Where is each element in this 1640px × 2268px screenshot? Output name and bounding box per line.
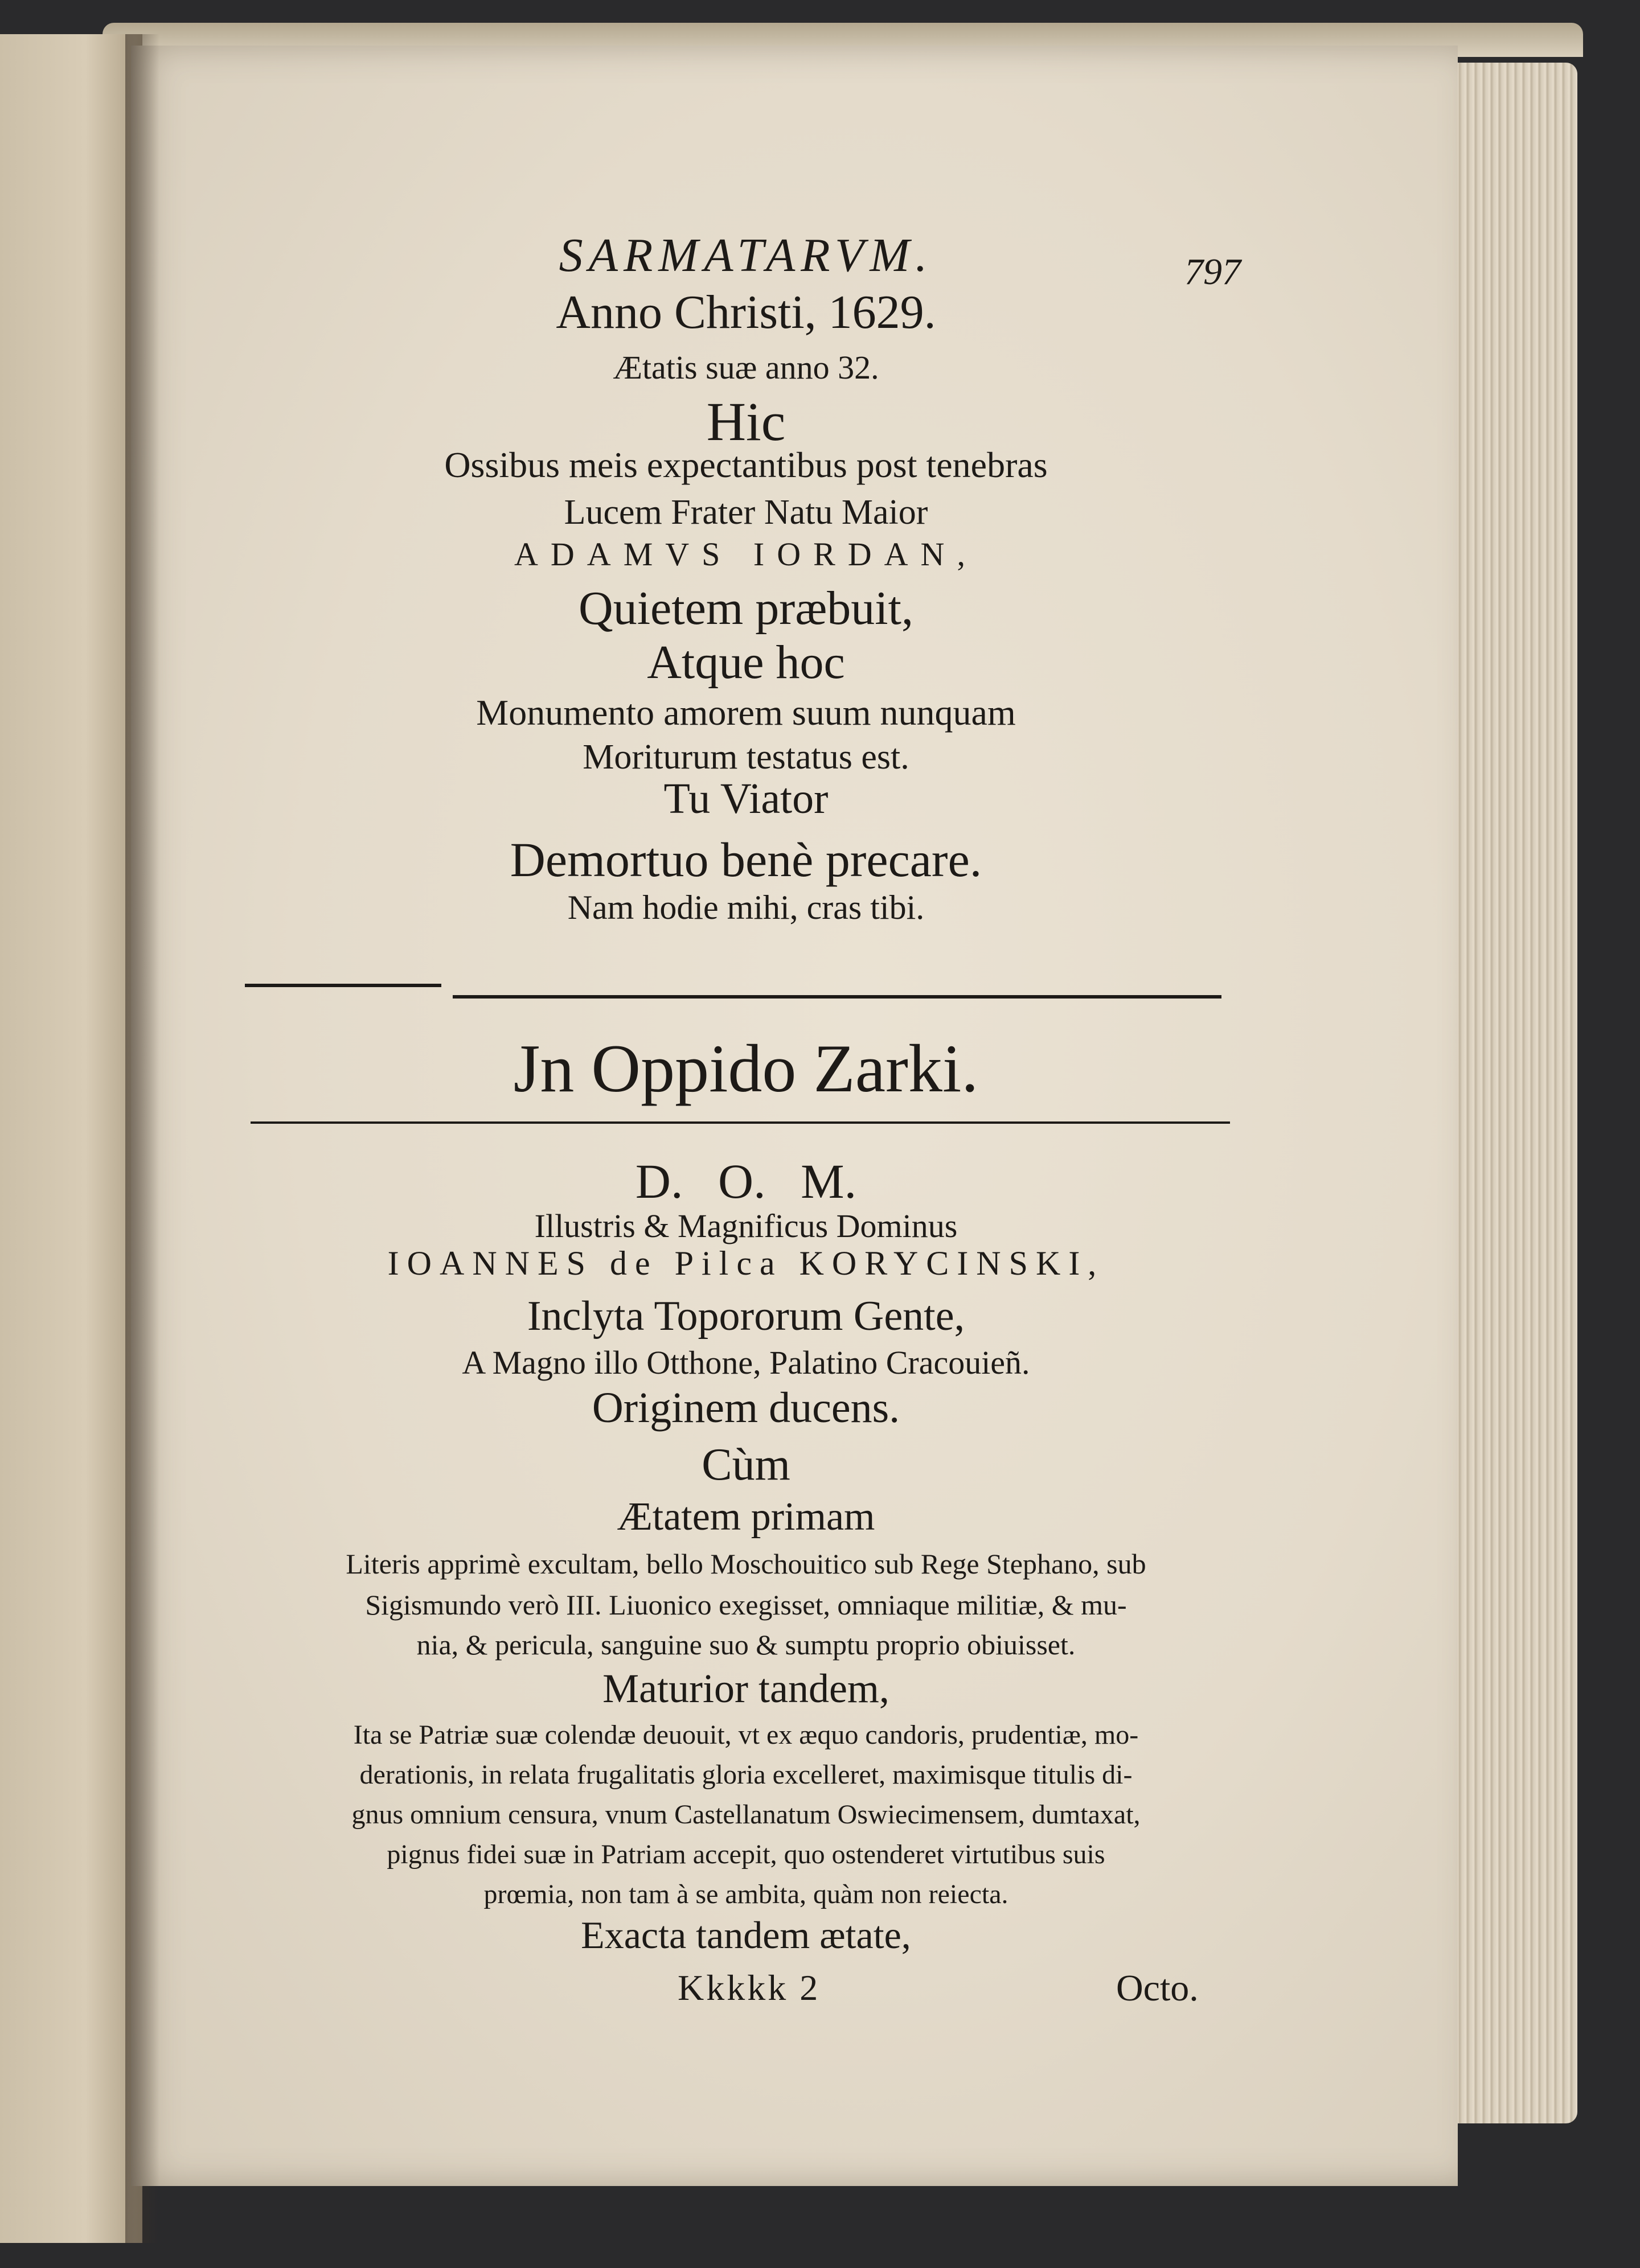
epitaph-2-line: Illustris & Magnificus Dominus — [534, 1207, 958, 1244]
section-rule — [453, 995, 1221, 999]
epitaph-2-line: Ita se Patriæ suæ colendæ deuouit, vt ex æquo candoris, prudentiæ, mo- — [353, 1720, 1139, 1750]
epitaph-1-line: Moriturum testatus est. — [583, 738, 909, 776]
epitaph-1-line: Atque hoc — [647, 636, 845, 689]
epitaph-1-line: Hic — [706, 391, 786, 452]
epitaph-1-line: Tu Viator — [663, 775, 829, 823]
section-rule — [245, 984, 441, 987]
epitaph-1-line: Ossibus meis expectantibus post tenebras — [444, 445, 1048, 485]
epitaph-1-line: Monumento amorem suum nunquam — [476, 692, 1016, 733]
epitaph-2-line: Cùm — [702, 1440, 790, 1490]
epitaph-2-line: A Magno illo Otthone, Palatino Cracouieñ. — [462, 1344, 1030, 1381]
epitaph-2-line: nia, & pericula, sanguine suo & sumptu proprio obiuisset. — [416, 1629, 1076, 1661]
epitaph-2-line: Exacta tandem ætate, — [581, 1913, 911, 1957]
epitaph-1-line: Lucem Frater Natu Maior — [564, 493, 928, 532]
epitaph-1-line: Demortuo benè precare. — [510, 832, 982, 887]
epitaph-2-line: Maturior tandem, — [602, 1666, 889, 1711]
section-rule — [251, 1121, 1230, 1124]
epitaph-2-line: gnus omnium censura, vnum Castellanatum Oswiecimensem, dumtaxat, — [351, 1799, 1141, 1830]
epitaph-1-line: Anno Christi, 1629. — [556, 286, 936, 339]
section-title: Jn Oppido Zarki. — [513, 1030, 979, 1106]
catchword: Octo. — [1116, 1967, 1199, 2009]
epitaph-2-line: IOANNES de Pilca KORYCINSKI, — [387, 1244, 1105, 1282]
signature-mark: Kkkkk 2 — [678, 1967, 821, 2008]
epitaph-2-line: Ætatem primam — [617, 1495, 875, 1539]
epitaph-1-line: Nam hodie mihi, cras tibi. — [567, 889, 925, 926]
epitaph-2-line: Inclyta Topororum Gente, — [527, 1293, 965, 1340]
epitaph-2-line: derationis, in relata frugalitatis gloria excelleret, maximisque titulis di- — [359, 1760, 1133, 1790]
epitaph-2-line: prœmia, non tam à se ambita, quàm non reiecta. — [483, 1879, 1008, 1909]
epitaph-1-line: Ætatis suæ anno 32. — [613, 349, 879, 386]
epitaph-1-line: Quietem præbuit, — [579, 582, 913, 635]
epitaph-2-line: Originem ducens. — [592, 1384, 900, 1432]
page-number: 797 — [1184, 251, 1241, 293]
epitaph-1-line: ADAMVS IORDAN, — [514, 536, 978, 573]
epitaph-2-line: Sigismundo verò III. Liuonico exegisset, omniaque militiæ, & mu- — [365, 1589, 1127, 1621]
epitaph-2-line: D. O. M. — [635, 1154, 857, 1209]
epitaph-2-line: pignus fidei suæ in Patriam accepit, quo ostenderet virtutibus suis — [387, 1839, 1105, 1870]
running-header: SARMATARVM. — [559, 229, 933, 282]
epitaph-2-line: Literis apprimè excultam, bello Moschouitico sub Rege Stephano, sub — [346, 1548, 1146, 1580]
